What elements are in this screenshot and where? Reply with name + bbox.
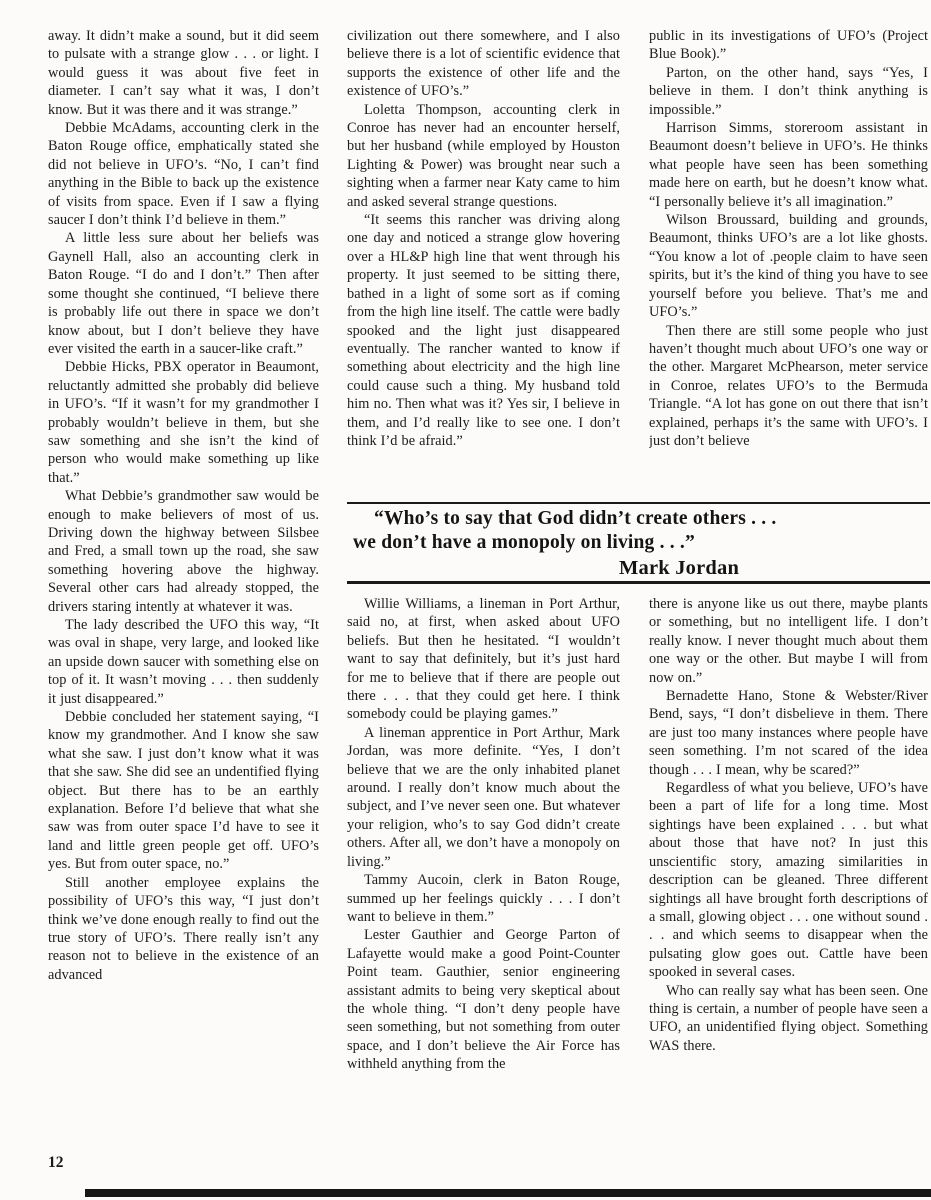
paragraph: Regardless of what you believe, UFO’s have been a part of life for a long time. Most sightings have been explained . . . but what about those that have not? In just this unscientific story, amazing similarities in description can be gleaned. Three different sightings all have brought forth descriptions of a small, glowing object . . . one without sound . . . and which seems to disappear when the pulsating glow goes out. Cattle have been spooked in several cases. — [649, 780, 928, 981]
pull-quote-bottom-rule — [347, 581, 930, 584]
article-column-right-bottom — [649, 595, 928, 1147]
paragraph: Lester Gauthier and George Parton of Lafayette would make a good Point-Counter Point team. Gauthier, senior engineering assistant admits to being very skeptical about the whole thing. “I don’t deny people have seen something, but not something from outer space, and I don’t believe the Air Force has withheld anything from the — [347, 927, 620, 1073]
paragraph: Wilson Broussard, building and grounds, Beaumont, thinks UFO’s are a lot like ghosts. “You know a lot of .people claim to have seen spirits, but it’s the kind of thing you have to see yourself before you believe. That’s me and UFO’s.” — [649, 212, 928, 321]
paragraph: Then there are still some people who just haven’t thought much about UFO’s one way or the other. Margaret McPhearson, meter service in Conroe, relates UFO’s to the Bermuda Triangle. “A lot has gone on out there that isn’t explained, perhaps it’s the same with UFO’s. I just don’t believe — [649, 322, 928, 449]
paragraph: A little less sure about her beliefs was Gaynell Hall, also an accounting clerk in Baton Rouge. “I do and I don’t.” Then after some thought she continued, “I believe there is probably life out there in space we don’t know about, but I don’t believe they have ever visited the earth in a saucer-like craft.” — [48, 230, 319, 357]
article-column-left — [48, 27, 319, 1147]
paragraph: Harrison Simms, storeroom assistant in Beaumont doesn’t believe in UFO’s. He thinks what people have seen has been something made here on earth, but he doesn’t know what. “I personally believe it’s all imagination.” — [649, 120, 928, 210]
page-number: 12 — [48, 1154, 64, 1171]
pull-quote-line-1: “Who’s to say that God didn’t create others . . . — [374, 508, 777, 529]
paragraph: Bernadette Hano, Stone & Webster/River Bend, says, “I don’t disbelieve in them. There are just too many instances where people have seen something. I’m not scared of the idea though . . . I mean, why be scared?” — [649, 688, 928, 778]
paragraph: “It seems this rancher was driving along one day and noticed a strange glow hovering over a HL&P high line that went through his property. It just seemed to be sitting there, bathed in a light of some sort as if coming from the high line itself. The cattle were badly spooked and the light just disappeared eventually. The rancher wanted to know if something about electricity and the high line could cause such a thing. My husband told him no. Then what was it? Yes sir, I believe in them, and I’d really like to see one. I don’t think I’d be afraid.” — [347, 212, 620, 449]
pull-quote-attribution: Mark Jordan — [619, 557, 740, 579]
paragraph: Tammy Aucoin, clerk in Baton Rouge, summed up her feelings quickly . . . I don’t want to believe in them.” — [347, 872, 620, 925]
paragraph: civilization out there somewhere, and I also believe there is a lot of scientific evidence that supports the existence of other life and the existence of UFO’s.” — [347, 28, 620, 100]
paragraph: Debbie Hicks, PBX operator in Beaumont, reluctantly admitted she probably did believe in UFO’s. “If it wasn’t for my grandmother I probably wouldn’t believe in them, but she saw something and she isn’t the kind of person who would make something up like that.” — [48, 359, 319, 486]
paragraph: Still another employee explains the possibility of UFO’s this way, “I just don’t think we’ve done enough really to find out the true story of UFO’s. There really isn’t any reason not to believe in the existence of an advanced — [48, 874, 319, 983]
paragraph: What Debbie’s grandmother saw would be enough to make believers of most of us. Driving down the highway between Silsbee and Fred, a small town up the road, she saw something hovering above the highway. Several other cars had already stopped, the drivers staring intently at whatever it was. — [48, 488, 319, 615]
pull-quote-top-rule — [347, 502, 930, 504]
paragraph: public in its investigations of UFO’s (Project Blue Book).” — [649, 28, 928, 63]
paragraph: The lady described the UFO this way, “It was oval in shape, very large, and looked like an upside down saucer with something else on top of it. It wasn’t moving . . . then suddenly it just disappeared.” — [48, 617, 319, 707]
paragraph: there is anyone like us out there, maybe plants or something, but no intelligent life. I don’t really know. I never thought much about them one way or the other. But maybe I will from now on.” — [649, 596, 928, 686]
article-column-middle-top — [347, 27, 620, 499]
pull-quote-line-2: we don’t have a monopoly on living . . .” — [353, 532, 695, 553]
paragraph: A lineman apprentice in Port Arthur, Mark Jordan, was more definite. “Yes, I don’t believe that we are the only inhabited planet around. I really don’t know much about the subject, and I’ve never seen one. But whatever your religion, who’s to say God didn’t create others. After all, we don’t have a monopoly on living.” — [347, 724, 620, 870]
paragraph: Debbie concluded her statement saying, “I know my grandmother. And I know she saw what she saw. I just don’t know what it was that she saw. She did see an undentified flying object. But there has to be an earthly explanation. Before I’d believe that what she saw was from outer space I’d have to see it land and little green people get off. UFO’s yes. But from outer space, no.” — [48, 709, 319, 873]
pull-quote — [347, 507, 930, 580]
article-column-right-top — [649, 27, 928, 499]
paragraph: Loletta Thompson, accounting clerk in Conroe has never had an encounter herself, but her husband (while employed by Houston Lighting & Power) was brought near such a sighting when a farmer near Katy came to him and asked several strange questions. — [347, 101, 620, 210]
bottom-edge-bar — [85, 1189, 931, 1197]
paragraph: Willie Williams, a lineman in Port Arthur, said no, at first, when asked about UFO beliefs. But then he hesitated. “I wouldn’t want to say that definitely, but it’s just hard for me to believe that if there are people out there . . . that they could get here. I think somebody could be playing games.” — [347, 596, 620, 723]
paragraph: Debbie McAdams, accounting clerk in the Baton Rouge office, emphatically stated she did not believe in UFO’s. “No, I can’t find anything in the Bible to back up the existence of visits from space. Even if I saw a flying saucer I don’t think I’d believe in them.” — [48, 120, 319, 229]
paragraph: Parton, on the other hand, says “Yes, I believe in them. I don’t think anything is impossible.” — [649, 64, 928, 118]
article-column-middle-bottom — [347, 595, 620, 1151]
paragraph: Who can really say what has been seen. One thing is certain, a number of people have seen a UFO, an unidentified flying object. Something WAS there. — [649, 982, 928, 1054]
paragraph: away. It didn’t make a sound, but it did seem to pulsate with a strange glow . . . or light. I would guess it was about five feet in diameter. I can’t say what it was, I don’t know. But it was there and it was strange.” — [48, 28, 319, 118]
